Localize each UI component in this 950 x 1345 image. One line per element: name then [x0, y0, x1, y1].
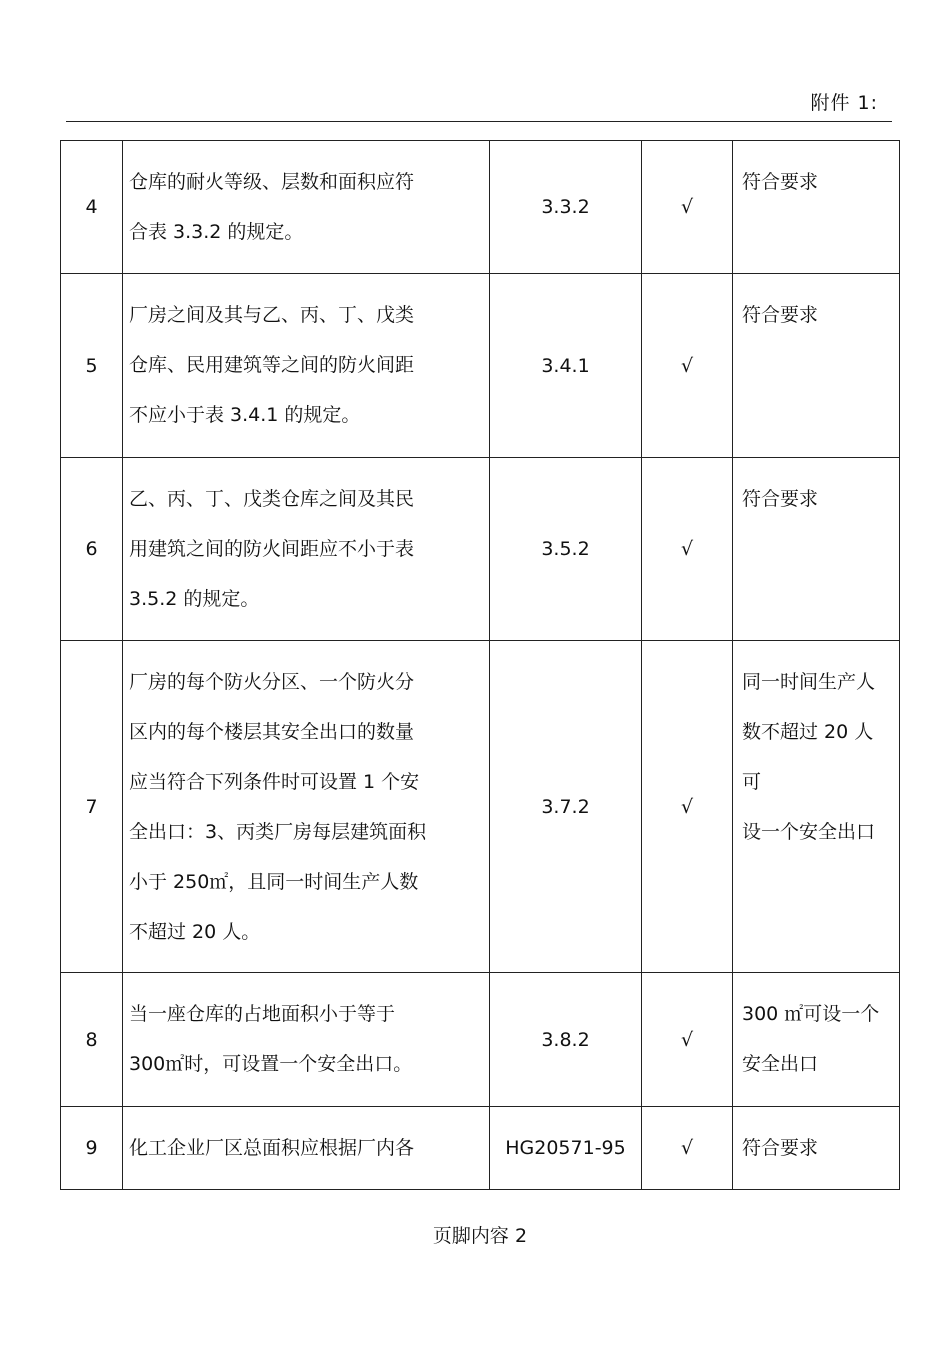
requirement-text: 厂房之间及其与乙、丙、丁、戊类 仓库、民用建筑等之间的防火间距 不应小于表 3.4.1 的规定。 — [129, 304, 415, 426]
row-number-text: 9 — [85, 1137, 98, 1159]
result-check-cell — [642, 973, 733, 1107]
note-text: 符合要求 — [742, 488, 819, 510]
result-check-text: √ — [680, 1028, 694, 1051]
table-row — [61, 641, 900, 973]
result-check-cell — [642, 141, 733, 274]
row-number-text: 6 — [85, 538, 98, 560]
note-cell — [733, 141, 900, 274]
requirement-text: 化工企业厂区总面积应根据厂内各 — [129, 1137, 415, 1159]
attachment-label: 附件 1: — [810, 92, 878, 114]
requirement-text: 当一座仓库的占地面积小于等于 300㎡时，可设置一个安全出口。 — [129, 1003, 413, 1075]
requirement-cell — [123, 141, 490, 274]
table-row — [61, 141, 900, 274]
requirement-cell — [123, 274, 490, 458]
note-text: 同一时间生产人 数不超过 20 人可 设一个安全出口 — [742, 671, 876, 843]
clause-cell — [490, 458, 642, 641]
requirement-cell — [123, 641, 490, 973]
clause-cell — [490, 141, 642, 274]
clause-text: HG20571-95 — [505, 1137, 626, 1159]
table-row — [61, 973, 900, 1107]
note-cell — [733, 458, 900, 641]
row-number-text: 5 — [85, 354, 98, 377]
result-check-text: √ — [680, 1137, 694, 1159]
inspection-table — [60, 140, 900, 1190]
clause-text: 3.4.1 — [541, 354, 590, 377]
note-text: 符合要求 — [742, 1137, 819, 1159]
result-check-text: √ — [680, 538, 694, 560]
requirement-cell — [123, 458, 490, 641]
result-check-cell — [642, 458, 733, 641]
result-check-cell — [642, 1107, 733, 1190]
row-number-text: 7 — [85, 795, 98, 818]
result-check-text: √ — [680, 196, 694, 218]
requirement-text: 仓库的耐火等级、层数和面积应符 合表 3.3.2 的规定。 — [129, 171, 415, 243]
clause-text: 3.7.2 — [541, 795, 590, 818]
result-check-cell — [642, 274, 733, 458]
table-body — [61, 141, 900, 1190]
row-number-cell — [61, 458, 123, 641]
row-number-cell — [61, 641, 123, 973]
row-number-cell — [61, 973, 123, 1107]
requirement-cell — [123, 973, 490, 1107]
clause-cell — [490, 274, 642, 458]
result-check-text: √ — [680, 795, 694, 818]
clause-cell — [490, 641, 642, 973]
requirement-text: 乙、丙、丁、戊类仓库之间及其民 用建筑之间的防火间距应不小于表 3.5.2 的规定。 — [129, 488, 415, 610]
note-text: 300 ㎡可设一个 安全出口 — [742, 1003, 880, 1075]
header-divider — [66, 121, 892, 122]
note-cell — [733, 641, 900, 973]
clause-text: 3.8.2 — [541, 1028, 590, 1051]
row-number-text: 8 — [85, 1028, 98, 1051]
row-number-text: 4 — [85, 196, 98, 218]
requirement-text: 厂房的每个防火分区、一个防火分 区内的每个楼层其安全出口的数量 应当符合下列条件时可设置 1 个安 全出口：3、丙类厂房每层建筑面积 小于 250㎡，且同一时间生产人数 不超过 20 人。 — [129, 671, 427, 943]
note-text: 符合要求 — [742, 171, 819, 193]
result-check-cell — [642, 641, 733, 973]
clause-text: 3.3.2 — [541, 196, 590, 218]
result-check-text: √ — [680, 354, 694, 377]
note-cell — [733, 1107, 900, 1190]
clause-cell — [490, 973, 642, 1107]
page-footer: 页脚内容 2 — [432, 1225, 528, 1247]
clause-cell — [490, 1107, 642, 1190]
requirement-cell — [123, 1107, 490, 1190]
row-number-cell — [61, 141, 123, 274]
clause-text: 3.5.2 — [541, 538, 590, 560]
note-cell — [733, 274, 900, 458]
row-number-cell — [61, 1107, 123, 1190]
note-text: 符合要求 — [742, 304, 819, 326]
row-number-cell — [61, 274, 123, 458]
note-cell — [733, 973, 900, 1107]
table-row — [61, 274, 900, 458]
table-row — [61, 458, 900, 641]
table-row — [61, 1107, 900, 1190]
